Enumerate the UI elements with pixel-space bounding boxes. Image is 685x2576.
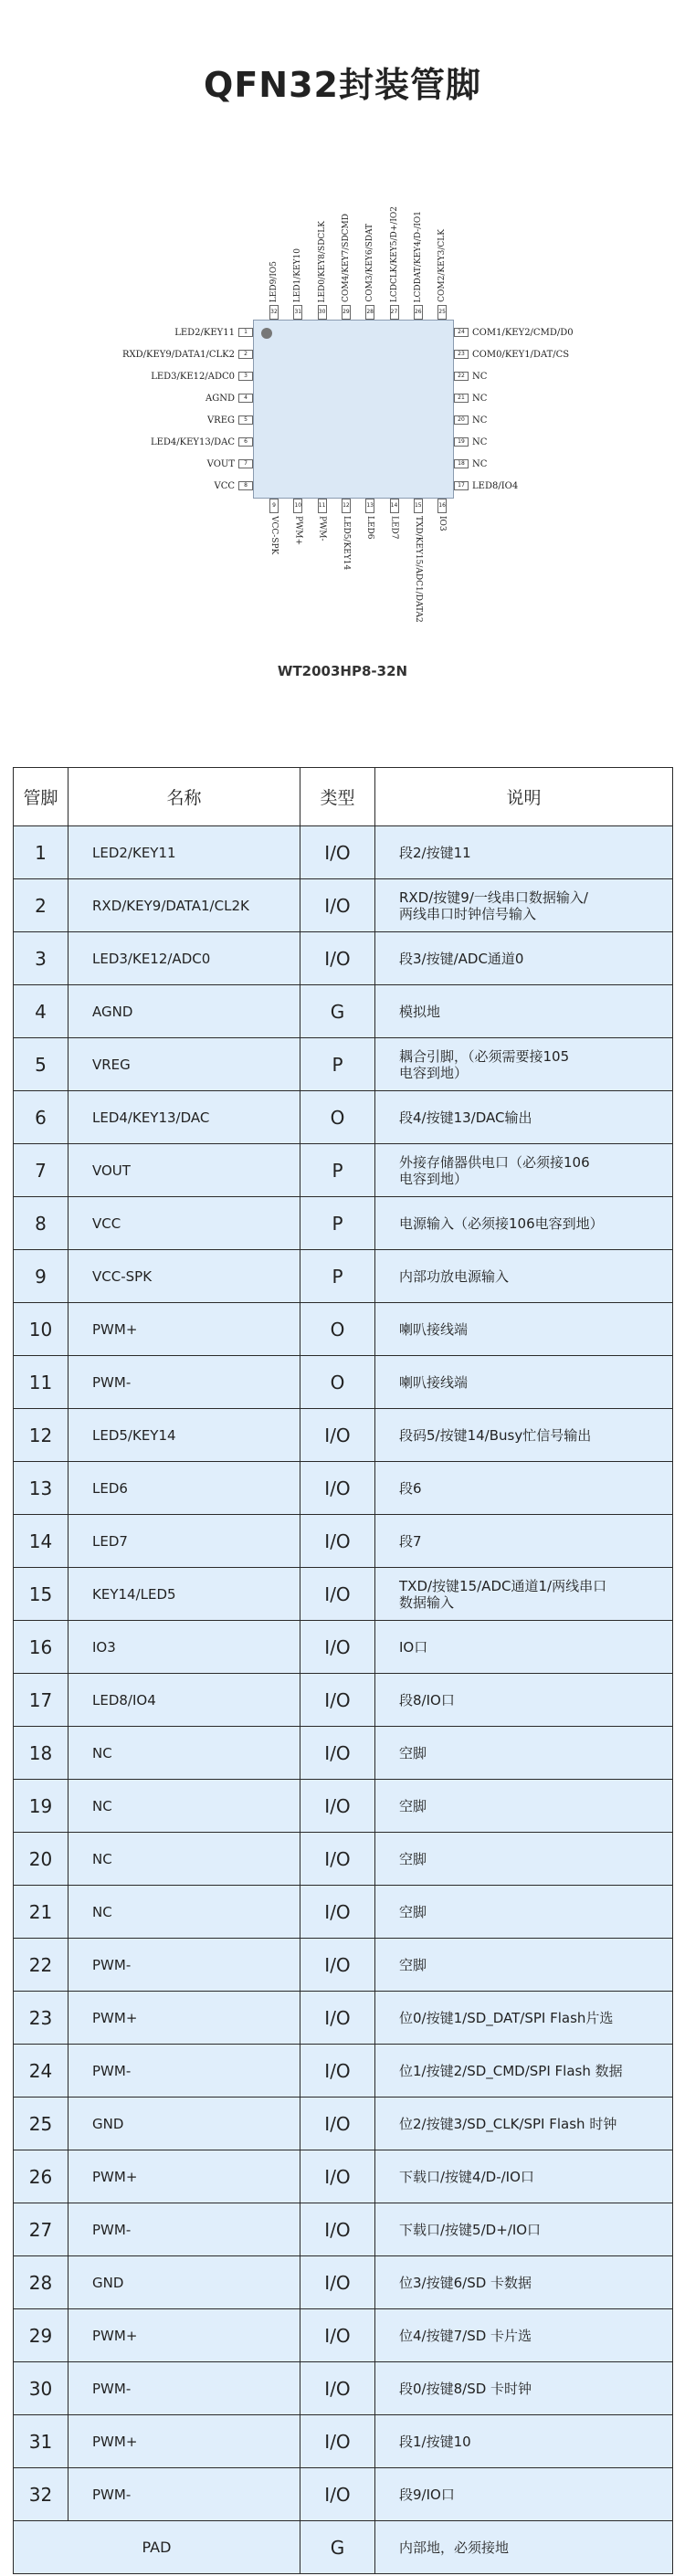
pin-label: LED5/KEY14 bbox=[341, 516, 351, 571]
pin-number-cell: 5 bbox=[14, 1038, 68, 1091]
pin-desc-cell: TXD/按键15/ADC通道1/两线串口 数据输入 bbox=[375, 1568, 673, 1621]
pin-left-2 bbox=[122, 344, 253, 364]
pin-number-cell: 9 bbox=[14, 1250, 68, 1303]
pin-type-cell: I/O bbox=[300, 2045, 375, 2098]
pin-label: TXD/KEY15/ADC1/DATA2 bbox=[413, 516, 423, 623]
pin-label: NC bbox=[472, 371, 488, 382]
pin-type-cell: I/O bbox=[300, 1621, 375, 1674]
pin-right-17 bbox=[454, 476, 518, 496]
pin-name-cell: PWM- bbox=[68, 2362, 300, 2415]
pin-label: LED9/IO5 bbox=[269, 260, 279, 302]
pin-desc-cell: 段3/按键/ADC通道0 bbox=[375, 932, 673, 985]
pin-name-cell: NC bbox=[68, 1833, 300, 1886]
table-row bbox=[14, 1780, 673, 1833]
pin-desc-cell: 位4/按键7/SD 卡片选 bbox=[375, 2309, 673, 2362]
pin-name-cell: NC bbox=[68, 1886, 300, 1939]
page-title: QFN32封装管脚 bbox=[204, 65, 481, 105]
pin-number-cell: 20 bbox=[14, 1833, 68, 1886]
pin-number: 1 bbox=[238, 328, 253, 337]
pin-label: COM2/KEY3/CLK bbox=[437, 229, 448, 302]
header-desc: 说明 bbox=[375, 768, 673, 826]
pin-name-cell: LED4/KEY13/DAC bbox=[68, 1091, 300, 1144]
pin-bottom-14 bbox=[386, 499, 403, 540]
table-row bbox=[14, 2468, 673, 2521]
pin-desc-cell: 空脚 bbox=[375, 1780, 673, 1833]
pin-top-26 bbox=[410, 211, 427, 320]
pin-left-4 bbox=[206, 388, 253, 408]
pin-top-25 bbox=[434, 229, 450, 320]
pin-bottom-16 bbox=[434, 499, 450, 531]
table-row bbox=[14, 2098, 673, 2150]
pin-desc-cell: 段1/按键10 bbox=[375, 2415, 673, 2468]
pin-desc-cell: 喇叭接线端 bbox=[375, 1356, 673, 1409]
pin-desc-cell: 段6 bbox=[375, 1462, 673, 1515]
pin-number: 9 bbox=[269, 499, 279, 513]
pin-number: 10 bbox=[293, 499, 302, 513]
pin-type-cell: I/O bbox=[300, 1886, 375, 1939]
pin-number: 4 bbox=[238, 394, 253, 403]
pin-type-cell: P bbox=[300, 1197, 375, 1250]
pin-desc-cell: 位2/按键3/SD_CLK/SPI Flash 时钟 bbox=[375, 2098, 673, 2150]
pin-number: 13 bbox=[365, 499, 374, 513]
pin-name-cell: PWM+ bbox=[68, 1992, 300, 2045]
pin-number: 24 bbox=[454, 328, 469, 337]
pin-number: 32 bbox=[269, 305, 279, 320]
table-row bbox=[14, 1992, 673, 2045]
pin-name-cell: VCC bbox=[68, 1197, 300, 1250]
pin-number: 8 bbox=[238, 481, 253, 490]
pin-number-cell: 29 bbox=[14, 2309, 68, 2362]
pin-number: 17 bbox=[454, 481, 469, 490]
table-row bbox=[14, 826, 673, 879]
table-header-row bbox=[14, 768, 673, 826]
pin-label: VREG bbox=[206, 415, 235, 426]
pin-number: 16 bbox=[437, 499, 447, 513]
pin-number-cell: 30 bbox=[14, 2362, 68, 2415]
pin-right-20 bbox=[454, 410, 487, 430]
pin-type-cell: O bbox=[300, 1303, 375, 1356]
chip-body bbox=[253, 320, 454, 499]
pin-label: VOUT bbox=[206, 458, 235, 469]
pin-number: 21 bbox=[454, 394, 469, 403]
pin-number: 12 bbox=[342, 499, 351, 513]
pin-desc-cell: RXD/按键9/一线串口数据输入/ 两线串口时钟信号输入 bbox=[375, 879, 673, 932]
table-row bbox=[14, 985, 673, 1038]
pin-name-cell: LED7 bbox=[68, 1515, 300, 1568]
table-row bbox=[14, 2362, 673, 2415]
pin-desc-cell: IO口 bbox=[375, 1621, 673, 1674]
pin-number-cell: 21 bbox=[14, 1886, 68, 1939]
pin-desc-cell: 空脚 bbox=[375, 1727, 673, 1780]
pin-number-cell: 25 bbox=[14, 2098, 68, 2150]
pin-number-cell: 24 bbox=[14, 2045, 68, 2098]
pin-number: 2 bbox=[238, 350, 253, 359]
pin-type-cell: I/O bbox=[300, 826, 375, 879]
pin-desc-cell: 空脚 bbox=[375, 1939, 673, 1992]
pin-label: LCDCLK/KEY5/D+/IO2 bbox=[389, 205, 399, 302]
pin-number: 11 bbox=[318, 499, 327, 513]
pin-type-cell: I/O bbox=[300, 2362, 375, 2415]
pin-label: LED3/KE12/ADC0 bbox=[151, 371, 235, 382]
pin-desc-cell: 空脚 bbox=[375, 1833, 673, 1886]
pin-type-cell: G bbox=[300, 985, 375, 1038]
pin-number-cell: 2 bbox=[14, 879, 68, 932]
pin-name-cell: PWM- bbox=[68, 1939, 300, 1992]
pin-label: NC bbox=[472, 436, 488, 447]
pin-type-cell: I/O bbox=[300, 1409, 375, 1462]
table-row bbox=[14, 1409, 673, 1462]
pin-type-cell: I/O bbox=[300, 879, 375, 932]
table-row bbox=[14, 2256, 673, 2309]
pin-desc-cell: 空脚 bbox=[375, 1886, 673, 1939]
table-row bbox=[14, 2415, 673, 2468]
table-row bbox=[14, 1197, 673, 1250]
pin-label: PWM+ bbox=[293, 516, 303, 546]
table-row bbox=[14, 1144, 673, 1197]
pin-number-cell: 19 bbox=[14, 1780, 68, 1833]
pin-type-cell: I/O bbox=[300, 1939, 375, 1992]
pin1-marker bbox=[261, 328, 272, 339]
pin-number: 3 bbox=[238, 372, 253, 381]
pin-top-30 bbox=[314, 221, 331, 320]
pin-top-27 bbox=[386, 206, 403, 320]
table-row bbox=[14, 2150, 673, 2203]
pin-diagram bbox=[0, 205, 685, 694]
pin-left-8 bbox=[214, 476, 253, 496]
pin-label: AGND bbox=[206, 393, 235, 404]
pin-type-cell: O bbox=[300, 1091, 375, 1144]
pin-right-24 bbox=[454, 322, 574, 342]
pin-right-22 bbox=[454, 366, 487, 386]
pin-type-cell: I/O bbox=[300, 1515, 375, 1568]
pin-name-cell: GND bbox=[68, 2256, 300, 2309]
table-row bbox=[14, 2045, 673, 2098]
pin-label: LED2/KEY11 bbox=[174, 327, 235, 338]
pin-number-cell: 12 bbox=[14, 1409, 68, 1462]
pin-desc-cell: 位1/按键2/SD_CMD/SPI Flash 数据 bbox=[375, 2045, 673, 2098]
pin-number-cell: 15 bbox=[14, 1568, 68, 1621]
pin-type-cell: I/O bbox=[300, 1462, 375, 1515]
pin-number: 18 bbox=[454, 459, 469, 468]
pin-name-cell: VCC-SPK bbox=[68, 1250, 300, 1303]
pin-desc-cell: 耦合引脚，（必须需要接105 电容到地） bbox=[375, 1038, 673, 1091]
pin-desc-cell: 下载口/按键4/D-/IO口 bbox=[375, 2150, 673, 2203]
header-type: 类型 bbox=[300, 768, 375, 826]
pad-name-cell: PAD bbox=[14, 2521, 300, 2574]
pin-number: 7 bbox=[238, 459, 253, 468]
pin-number: 5 bbox=[238, 415, 253, 425]
table-row bbox=[14, 1515, 673, 1568]
pin-label: LED7 bbox=[389, 516, 399, 540]
pin-name-cell: PWM+ bbox=[68, 2415, 300, 2468]
pad-desc-cell: 内部地，必须接地 bbox=[375, 2521, 673, 2574]
pin-number: 29 bbox=[342, 305, 351, 320]
pin-number-cell: 18 bbox=[14, 1727, 68, 1780]
pin-number-cell: 28 bbox=[14, 2256, 68, 2309]
pin-number: 20 bbox=[454, 415, 469, 425]
pin-number-cell: 22 bbox=[14, 1939, 68, 1992]
pin-label: LED8/IO4 bbox=[472, 480, 519, 491]
pin-left-1 bbox=[174, 322, 253, 342]
pin-name-cell: PWM- bbox=[68, 1356, 300, 1409]
pin-number: 22 bbox=[454, 372, 469, 381]
pin-type-cell: I/O bbox=[300, 1780, 375, 1833]
pin-type-cell: I/O bbox=[300, 1568, 375, 1621]
pin-number: 30 bbox=[318, 305, 327, 320]
pin-top-28 bbox=[362, 224, 378, 320]
pin-number-cell: 6 bbox=[14, 1091, 68, 1144]
pin-top-31 bbox=[290, 248, 306, 320]
pin-name-cell: IO3 bbox=[68, 1621, 300, 1674]
table-row bbox=[14, 1303, 673, 1356]
pin-number: 15 bbox=[414, 499, 423, 513]
pin-number: 19 bbox=[454, 437, 469, 447]
pin-number-cell: 3 bbox=[14, 932, 68, 985]
pin-bottom-11 bbox=[314, 499, 331, 541]
table-row bbox=[14, 2203, 673, 2256]
table-row bbox=[14, 2309, 673, 2362]
pin-name-cell: GND bbox=[68, 2098, 300, 2150]
pin-desc-cell: 段9/IO口 bbox=[375, 2468, 673, 2521]
header-pin: 管脚 bbox=[14, 768, 68, 826]
pin-right-23 bbox=[454, 344, 569, 364]
pin-label: PWM- bbox=[317, 516, 327, 541]
pin-right-21 bbox=[454, 388, 487, 408]
pin-number-cell: 32 bbox=[14, 2468, 68, 2521]
pin-desc-cell: 喇叭接线端 bbox=[375, 1303, 673, 1356]
pin-type-cell: I/O bbox=[300, 2098, 375, 2150]
pin-type-cell: O bbox=[300, 1356, 375, 1409]
pin-desc-cell: 段0/按键8/SD 卡时钟 bbox=[375, 2362, 673, 2415]
pin-bottom-10 bbox=[290, 499, 306, 545]
pin-left-7 bbox=[207, 454, 253, 474]
pin-label: LED4/KEY13/DAC bbox=[150, 436, 235, 447]
pin-left-3 bbox=[151, 366, 253, 386]
pin-name-cell: NC bbox=[68, 1727, 300, 1780]
pin-number-cell: 17 bbox=[14, 1674, 68, 1727]
pin-label: VCC-SPK bbox=[269, 516, 279, 555]
pin-number: 6 bbox=[238, 437, 253, 447]
pin-type-cell: P bbox=[300, 1250, 375, 1303]
pin-label: LED1/KEY10 bbox=[293, 247, 303, 302]
pin-number: 25 bbox=[437, 305, 447, 320]
pin-bottom-12 bbox=[338, 499, 354, 570]
pin-label: LED6 bbox=[365, 516, 375, 540]
pin-name-cell: PWM+ bbox=[68, 1303, 300, 1356]
pad-type-cell: G bbox=[300, 2521, 375, 2574]
pin-right-18 bbox=[454, 454, 487, 474]
pin-label: NC bbox=[472, 458, 488, 469]
pin-type-cell: I/O bbox=[300, 2415, 375, 2468]
pin-table bbox=[13, 767, 673, 2574]
table-row bbox=[14, 1621, 673, 1674]
pin-label: NC bbox=[472, 415, 488, 426]
pin-name-cell: VREG bbox=[68, 1038, 300, 1091]
pin-label: COM3/KEY6/SDAT bbox=[365, 224, 375, 302]
pin-type-cell: P bbox=[300, 1038, 375, 1091]
pin-desc-cell: 段4/按键13/DAC输出 bbox=[375, 1091, 673, 1144]
pin-name-cell: PWM- bbox=[68, 2468, 300, 2521]
table-row bbox=[14, 1568, 673, 1621]
pin-number-cell: 14 bbox=[14, 1515, 68, 1568]
pin-desc-cell: 段8/IO口 bbox=[375, 1674, 673, 1727]
pin-number: 14 bbox=[390, 499, 399, 513]
pin-number-cell: 16 bbox=[14, 1621, 68, 1674]
pin-left-5 bbox=[207, 410, 253, 430]
pin-right-19 bbox=[454, 432, 487, 452]
pin-desc-cell: 位0/按键1/SD_DAT/SPI Flash片选 bbox=[375, 1992, 673, 2045]
pin-type-cell: I/O bbox=[300, 2468, 375, 2521]
table-row bbox=[14, 1674, 673, 1727]
pin-number-cell: 8 bbox=[14, 1197, 68, 1250]
pin-label: IO3 bbox=[437, 516, 448, 531]
table-row bbox=[14, 1356, 673, 1409]
pin-name-cell: LED2/KEY11 bbox=[68, 826, 300, 879]
pin-desc-cell: 外接存储器供电口（必须接106 电容到地） bbox=[375, 1144, 673, 1197]
pin-number-cell: 26 bbox=[14, 2150, 68, 2203]
pin-type-cell: I/O bbox=[300, 1992, 375, 2045]
pin-top-32 bbox=[266, 261, 282, 320]
pin-desc-cell: 段7 bbox=[375, 1515, 673, 1568]
pin-type-cell: I/O bbox=[300, 932, 375, 985]
pin-name-cell: LED8/IO4 bbox=[68, 1674, 300, 1727]
pin-number-cell: 31 bbox=[14, 2415, 68, 2468]
pin-name-cell: LED6 bbox=[68, 1462, 300, 1515]
pin-bottom-15 bbox=[410, 499, 427, 623]
table-row bbox=[14, 1038, 673, 1091]
pin-name-cell: PWM- bbox=[68, 2045, 300, 2098]
pin-type-cell: I/O bbox=[300, 1674, 375, 1727]
table-row-pad bbox=[14, 2521, 673, 2574]
pin-desc-cell: 下载口/按键5/D+/IO口 bbox=[375, 2203, 673, 2256]
pin-desc-cell: 段码5/按键14/Busy忙信号输出 bbox=[375, 1409, 673, 1462]
table-row bbox=[14, 1462, 673, 1515]
pin-desc-cell: 模拟地 bbox=[375, 985, 673, 1038]
pin-label: LCDDAT/KEY4/D-/IO1 bbox=[413, 210, 423, 302]
pin-label: RXD/KEY9/DATA1/CLK2 bbox=[121, 349, 235, 360]
pin-desc-cell: 段2/按键11 bbox=[375, 826, 673, 879]
pin-type-cell: I/O bbox=[300, 1833, 375, 1886]
pin-bottom-9 bbox=[266, 499, 282, 554]
pin-name-cell: VOUT bbox=[68, 1144, 300, 1197]
pin-left-6 bbox=[151, 432, 253, 452]
pin-number-cell: 13 bbox=[14, 1462, 68, 1515]
pin-name-cell: LED3/KE12/ADC0 bbox=[68, 932, 300, 985]
table-row bbox=[14, 1091, 673, 1144]
pin-desc-cell: 位3/按键6/SD 卡数据 bbox=[375, 2256, 673, 2309]
pin-label: LED0/KEY8/SDCLK bbox=[317, 220, 327, 302]
pin-number: 26 bbox=[414, 305, 423, 320]
pin-label: COM1/KEY2/CMD/D0 bbox=[472, 327, 574, 338]
pin-desc-cell: 内部功放电源输入 bbox=[375, 1250, 673, 1303]
pin-name-cell: RXD/KEY9/DATA1/CL2K bbox=[68, 879, 300, 932]
pin-label: COM0/KEY1/DAT/CS bbox=[472, 349, 570, 360]
pin-desc-cell: 电源输入（必须接106电容到地） bbox=[375, 1197, 673, 1250]
pin-type-cell: I/O bbox=[300, 1727, 375, 1780]
pin-number-cell: 10 bbox=[14, 1303, 68, 1356]
pin-label: VCC bbox=[214, 480, 235, 491]
pin-label: NC bbox=[472, 393, 488, 404]
pin-number: 28 bbox=[365, 305, 374, 320]
pin-number: 31 bbox=[293, 305, 302, 320]
table-row bbox=[14, 1886, 673, 1939]
pin-type-cell: P bbox=[300, 1144, 375, 1197]
pin-name-cell: AGND bbox=[68, 985, 300, 1038]
pin-number-cell: 23 bbox=[14, 1992, 68, 2045]
pin-number-cell: 4 bbox=[14, 985, 68, 1038]
part-name: WT2003HP8-32N bbox=[277, 663, 408, 679]
pin-number: 27 bbox=[390, 305, 399, 320]
pin-type-cell: I/O bbox=[300, 2203, 375, 2256]
pin-name-cell: PWM- bbox=[68, 2203, 300, 2256]
pin-number-cell: 11 bbox=[14, 1356, 68, 1409]
table-row bbox=[14, 879, 673, 932]
pin-name-cell: LED5/KEY14 bbox=[68, 1409, 300, 1462]
pin-type-cell: I/O bbox=[300, 2256, 375, 2309]
pin-number-cell: 1 bbox=[14, 826, 68, 879]
pin-number-cell: 7 bbox=[14, 1144, 68, 1197]
pin-name-cell: PWM+ bbox=[68, 2150, 300, 2203]
table-row bbox=[14, 1727, 673, 1780]
pin-top-29 bbox=[338, 214, 354, 320]
pin-type-cell: I/O bbox=[300, 2309, 375, 2362]
header-name: 名称 bbox=[68, 768, 300, 826]
pin-name-cell: KEY14/LED5 bbox=[68, 1568, 300, 1621]
table-row bbox=[14, 932, 673, 985]
table-row bbox=[14, 1250, 673, 1303]
pin-bottom-13 bbox=[362, 499, 378, 540]
pin-type-cell: I/O bbox=[300, 2150, 375, 2203]
table-row bbox=[14, 1833, 673, 1886]
pin-name-cell: PWM+ bbox=[68, 2309, 300, 2362]
table-row bbox=[14, 1939, 673, 1992]
pin-number: 23 bbox=[454, 350, 469, 359]
pin-label: COM4/KEY7/SDCMD bbox=[341, 214, 351, 302]
pin-number-cell: 27 bbox=[14, 2203, 68, 2256]
pin-name-cell: NC bbox=[68, 1780, 300, 1833]
